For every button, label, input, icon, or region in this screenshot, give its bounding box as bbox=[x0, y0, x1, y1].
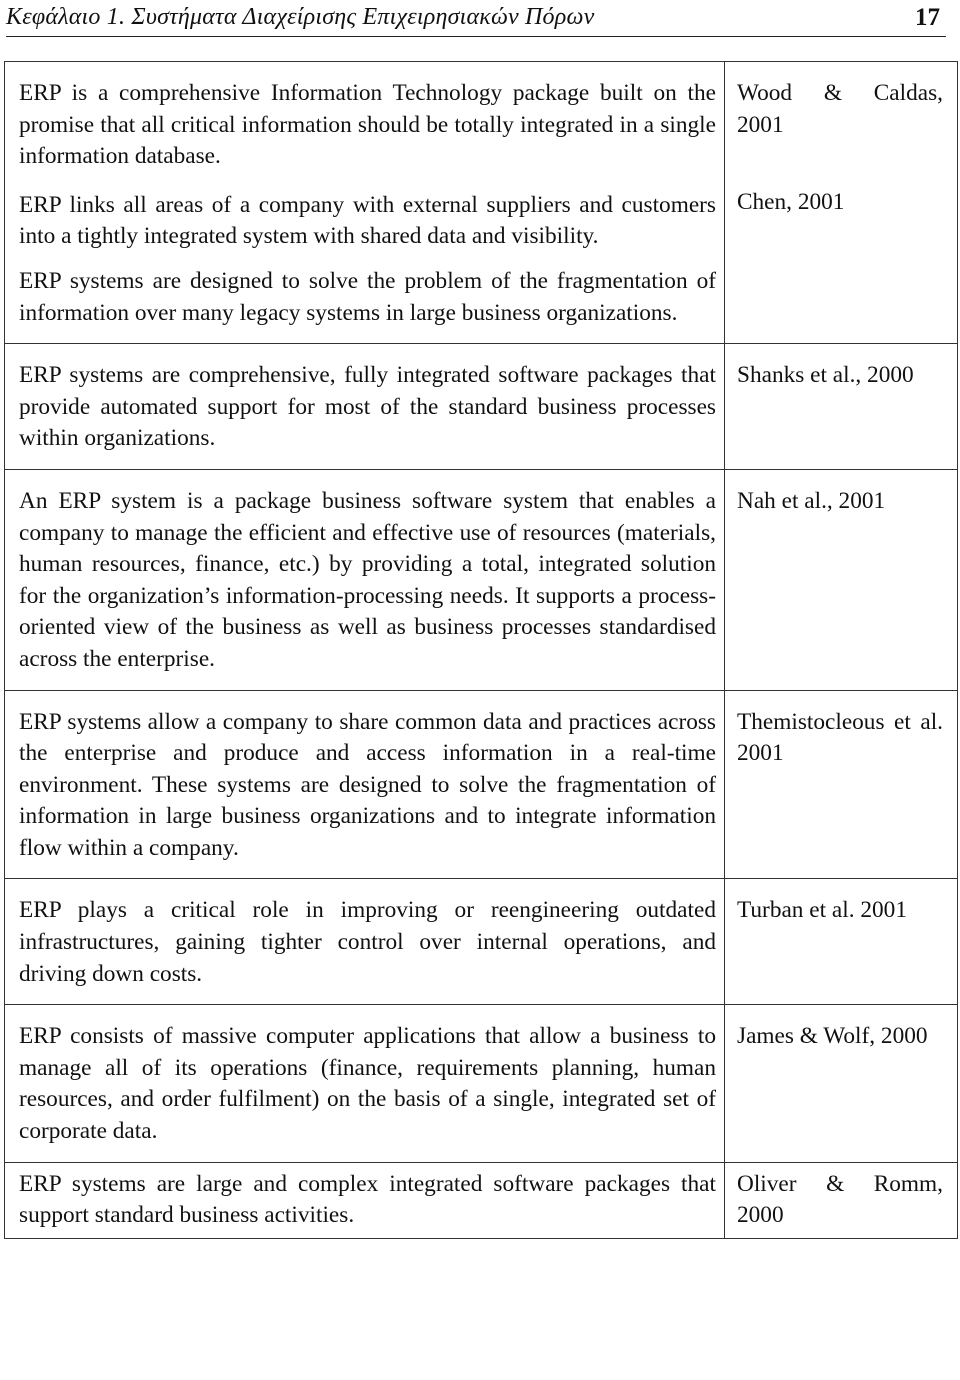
definition-text: ERP systems are comprehensive, fully integrated software packages that provide automated support for most of the standard business processes within organizations. bbox=[19, 362, 716, 452]
source-cell bbox=[725, 879, 958, 1005]
source-text: Turban et al. 2001 bbox=[737, 897, 907, 924]
source-text: Nah et al., 2001 bbox=[737, 487, 886, 514]
definition-text: An ERP system is a package business software system that enables a company to manage the efficient and effective use of resources (materials, human resources, finance, etc.) by providing a total, integrated solution for the organization’s information-processing needs. It supports a process-oriented view of the business as well as business processes standardised across the enterprise. bbox=[19, 487, 716, 672]
definition-text: ERP systems are large and complex integrated software packages that support standard business activities. bbox=[19, 1170, 716, 1229]
definition-text: ERP is a comprehensive Information Technology package built on the promise that all critical information should be totally integrated in a single information database. bbox=[19, 80, 716, 170]
page-header bbox=[6, 2, 946, 37]
source-cell bbox=[725, 469, 958, 690]
definition-cell bbox=[5, 469, 725, 690]
source-text: Chen, 2001 bbox=[737, 189, 845, 216]
source-cell bbox=[725, 1005, 958, 1162]
source-cell bbox=[725, 62, 958, 344]
source-text: Shanks et al., 2000 bbox=[737, 362, 914, 389]
source-text: James & Wolf, 2000 bbox=[737, 1023, 928, 1050]
erp-definitions-table bbox=[4, 61, 958, 1239]
source-cell bbox=[725, 344, 958, 470]
chapter-title: Κεφάλαιο 1. Συστήματα Διαχείρισης Επιχειρησιακών Πόρων bbox=[6, 4, 595, 30]
table-row bbox=[5, 1005, 958, 1162]
definition-text: ERP plays a critical role in improving or reengineering outdated infrastructures, gaining tighter control over internal operations, and driving down costs. bbox=[19, 897, 716, 987]
definition-cell bbox=[5, 1162, 725, 1238]
definition-cell bbox=[5, 690, 725, 879]
table-row bbox=[5, 469, 958, 690]
source-text: Oliver & Romm, 2000 bbox=[737, 1170, 943, 1229]
source-text: Themistocleous et al. 2001 bbox=[737, 708, 943, 767]
definition-cell bbox=[5, 344, 725, 470]
table-row bbox=[5, 690, 958, 879]
definition-cell bbox=[5, 1005, 725, 1162]
table-row bbox=[5, 344, 958, 470]
source-cell bbox=[725, 1162, 958, 1238]
page-number: 17 bbox=[915, 4, 940, 31]
definition-text: ERP systems are designed to solve the problem of the fragmentation of information over many legacy systems in large business organizations. bbox=[19, 267, 716, 326]
table-row bbox=[5, 62, 958, 344]
source-cell bbox=[725, 690, 958, 879]
source-text: Wood & Caldas, 2001 bbox=[737, 80, 943, 138]
table-row bbox=[5, 1162, 958, 1238]
table-row bbox=[5, 879, 958, 1005]
definition-cell bbox=[5, 879, 725, 1005]
definition-cell bbox=[5, 62, 725, 344]
definition-text: ERP consists of massive computer applications that allow a business to manage all of its operations (finance, requirements planning, human resources, and order fulfilment) on the basis of a single, integrated set of corporate data. bbox=[19, 1023, 716, 1145]
definition-text: ERP systems allow a company to share common data and practices across the enterprise and produce and access information in a real-time environment. These systems are designed to solve the fragmentation of information in large business organizations and to integrate information flow within a company. bbox=[19, 708, 716, 861]
definition-text: ERP links all areas of a company with external suppliers and customers into a tightly integrated system with shared data and visibility. bbox=[19, 191, 716, 250]
